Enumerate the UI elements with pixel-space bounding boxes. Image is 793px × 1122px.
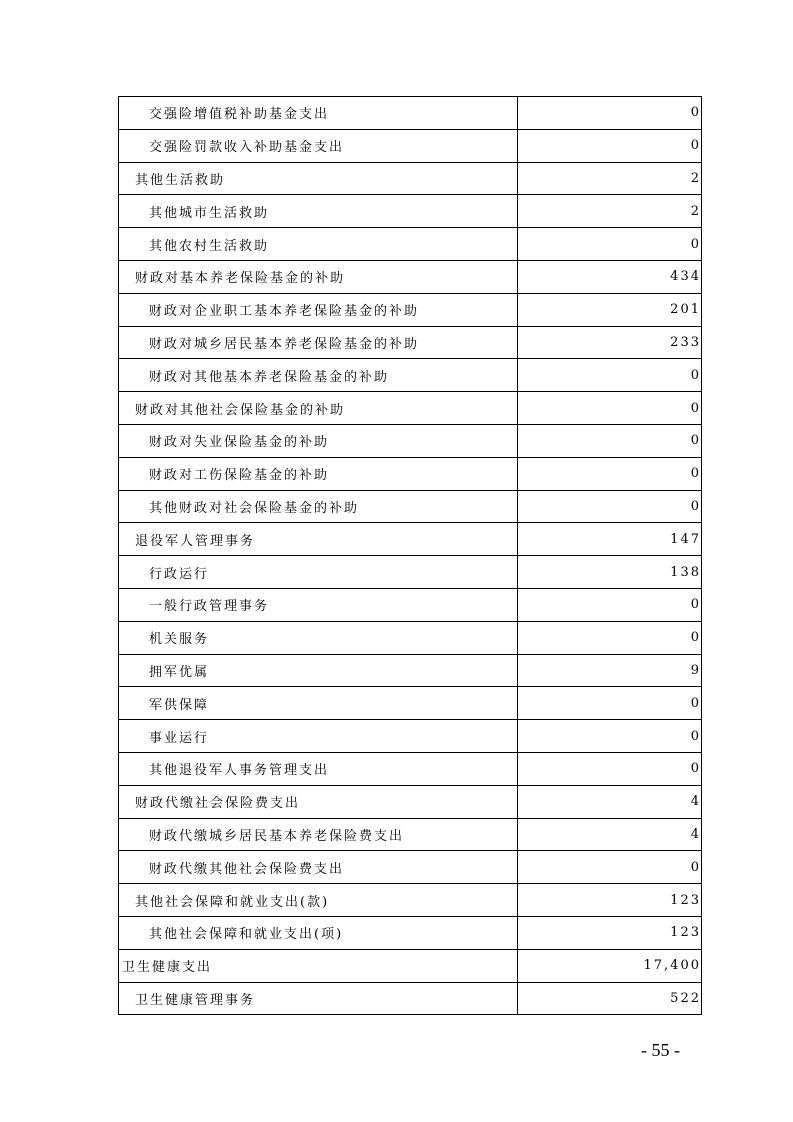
- item-name-cell: 其他社会保障和就业支出(款): [119, 884, 518, 917]
- amount-cell: 0: [518, 621, 702, 654]
- table-row: [119, 884, 702, 917]
- table-row: [119, 851, 702, 884]
- table-row: [119, 523, 702, 556]
- item-name-cell: 拥军优属: [119, 654, 518, 687]
- table-row: [119, 654, 702, 687]
- amount-cell: 17,400: [518, 949, 702, 982]
- item-name-cell: 行政运行: [119, 556, 518, 589]
- item-name-cell: 财政对基本养老保险基金的补助: [119, 260, 518, 293]
- table-row: [119, 588, 702, 621]
- table-row: [119, 392, 702, 425]
- item-name-cell: 事业运行: [119, 720, 518, 753]
- amount-cell: 2: [518, 162, 702, 195]
- item-name-cell: 财政对企业职工基本养老保险基金的补助: [119, 293, 518, 326]
- budget-table-body: [119, 97, 702, 1015]
- item-name-cell: 卫生健康管理事务: [119, 982, 518, 1015]
- amount-cell: 233: [518, 326, 702, 359]
- table-row: [119, 785, 702, 818]
- amount-cell: 9: [518, 654, 702, 687]
- item-name-cell: 退役军人管理事务: [119, 523, 518, 556]
- amount-cell: 138: [518, 556, 702, 589]
- table-row: [119, 260, 702, 293]
- item-name-cell: 交强险罚款收入补助基金支出: [119, 129, 518, 162]
- item-name-cell: 其他农村生活救助: [119, 228, 518, 261]
- item-name-cell: 财政对其他社会保险基金的补助: [119, 392, 518, 425]
- amount-cell: 0: [518, 687, 702, 720]
- amount-cell: 0: [518, 424, 702, 457]
- table-row: [119, 326, 702, 359]
- table-row: [119, 916, 702, 949]
- table-row: [119, 162, 702, 195]
- table-row: [119, 720, 702, 753]
- budget-table-container: [118, 96, 701, 1015]
- table-row: [119, 752, 702, 785]
- amount-cell: 4: [518, 785, 702, 818]
- table-row: [119, 621, 702, 654]
- amount-cell: 0: [518, 392, 702, 425]
- table-row: [119, 293, 702, 326]
- table-row: [119, 556, 702, 589]
- table-row: [119, 490, 702, 523]
- amount-cell: 0: [518, 851, 702, 884]
- amount-cell: 2: [518, 195, 702, 228]
- table-row: [119, 687, 702, 720]
- item-name-cell: 机关服务: [119, 621, 518, 654]
- amount-cell: 147: [518, 523, 702, 556]
- item-name-cell: 财政对工伤保险基金的补助: [119, 457, 518, 490]
- amount-cell: 201: [518, 293, 702, 326]
- table-row: [119, 195, 702, 228]
- table-row: [119, 818, 702, 851]
- amount-cell: 0: [518, 228, 702, 261]
- table-row: [119, 982, 702, 1015]
- item-name-cell: 财政对失业保险基金的补助: [119, 424, 518, 457]
- table-row: [119, 228, 702, 261]
- item-name-cell: 财政代缴社会保险费支出: [119, 785, 518, 818]
- item-name-cell: 一般行政管理事务: [119, 588, 518, 621]
- item-name-cell: 财政代缴其他社会保险费支出: [119, 851, 518, 884]
- table-row: [119, 359, 702, 392]
- amount-cell: 123: [518, 916, 702, 949]
- item-name-cell: 财政对其他基本养老保险基金的补助: [119, 359, 518, 392]
- item-name-cell: 其他财政对社会保险基金的补助: [119, 490, 518, 523]
- amount-cell: 434: [518, 260, 702, 293]
- item-name-cell: 其他生活救助: [119, 162, 518, 195]
- item-name-cell: 财政对城乡居民基本养老保险基金的补助: [119, 326, 518, 359]
- amount-cell: 123: [518, 884, 702, 917]
- amount-cell: 0: [518, 752, 702, 785]
- page-number: - 55 -: [641, 1040, 680, 1060]
- amount-cell: 0: [518, 490, 702, 523]
- amount-cell: 522: [518, 982, 702, 1015]
- amount-cell: 0: [518, 457, 702, 490]
- item-name-cell: 其他城市生活救助: [119, 195, 518, 228]
- amount-cell: 0: [518, 720, 702, 753]
- budget-table: [118, 96, 702, 1015]
- amount-cell: 0: [518, 359, 702, 392]
- amount-cell: 4: [518, 818, 702, 851]
- item-name-cell: 其他社会保障和就业支出(项): [119, 916, 518, 949]
- item-name-cell: 卫生健康支出: [119, 949, 518, 982]
- table-row: [119, 97, 702, 130]
- item-name-cell: 交强险增值税补助基金支出: [119, 97, 518, 130]
- table-row: [119, 949, 702, 982]
- item-name-cell: 其他退役军人事务管理支出: [119, 752, 518, 785]
- amount-cell: 0: [518, 129, 702, 162]
- item-name-cell: 财政代缴城乡居民基本养老保险费支出: [119, 818, 518, 851]
- table-row: [119, 129, 702, 162]
- table-row: [119, 457, 702, 490]
- amount-cell: 0: [518, 588, 702, 621]
- amount-cell: 0: [518, 97, 702, 130]
- item-name-cell: 军供保障: [119, 687, 518, 720]
- table-row: [119, 424, 702, 457]
